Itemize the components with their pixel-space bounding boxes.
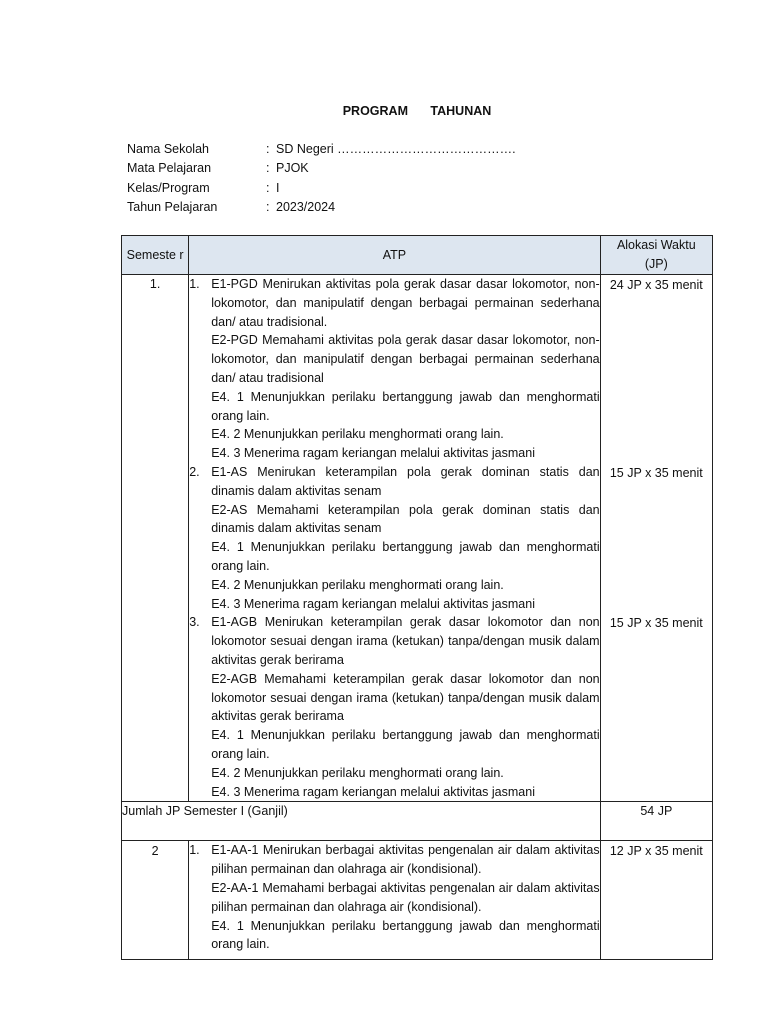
info-colon: : [266, 161, 270, 176]
atp-text: E2-PGD Memahami aktivitas pola gerak dasar dasar lokomotor, non-lokomotor, dan manipulatif dengan berbagai permainan sederhana dan/ atau tradisional [211, 333, 600, 385]
info-colon: : [266, 142, 270, 156]
atp-text: E4. 3 Menerima ragam keriangan melalui aktivitas jasmani [211, 784, 535, 799]
atp-text: E4. 2 Menunjukkan perilaku menghormati orang lain. [211, 577, 504, 592]
info-value: I [276, 180, 280, 195]
semester-number: 1. [122, 275, 189, 802]
info-label: Tahun Pelajaran [127, 199, 218, 214]
info-colon: : [266, 199, 270, 214]
summary-jp: 54 JP [600, 802, 712, 841]
atp-cell [189, 275, 600, 802]
info-row-class [127, 179, 516, 198]
info-row-subject [127, 159, 516, 178]
table-header-row [122, 236, 713, 275]
header-semester: Semeste r [122, 236, 189, 275]
semester-1-row [122, 275, 713, 802]
atp-text: E4. 1 Menunjukkan perilaku bertanggung jawab dan menghormati orang lain. [211, 728, 600, 761]
atp-text: E2-AS Memahami keterampilan pola gerak dominan statis dan dinamis dalam aktivitas senam [211, 502, 600, 536]
header-alokasi: Alokasi Waktu (JP) [600, 236, 712, 275]
item-number: 2. [189, 464, 200, 479]
item-number: 1. [189, 843, 200, 858]
jp-value: 15 JP x 35 menit [609, 616, 703, 630]
atp-text: E4. 3 Menerima ragam keriangan melalui aktivitas jasmani [211, 446, 535, 461]
atp-item [189, 275, 599, 463]
info-value: PJOK [276, 161, 309, 176]
atp-text: E1-AGB Menirukan keterampilan gerak dasar lokomotor dan non lokomotor sesuai dengan irama (ketukan) tanpa/dengan musik dalam aktivitas gerak berirama [211, 615, 600, 667]
atp-table [121, 235, 713, 960]
page-title: PROGRAM TAHUNAN [342, 104, 492, 118]
jp-value: 24 JP x 35 menit [609, 278, 703, 292]
atp-text: E2-AA-1 Memahami berbagai aktivitas pengenalan air dalam aktivitas pilihan permainan dan olahraga air (kondisional). [211, 880, 600, 914]
info-label: Kelas/Program [127, 180, 210, 195]
jp-cell [600, 841, 712, 960]
semester-1-summary-row [122, 802, 713, 841]
document-info [127, 140, 516, 217]
info-colon: : [266, 180, 270, 195]
atp-text: E1-AS Menirukan keterampilan pola gerak dominan statis dan dinamis dalam aktivitas senam [211, 464, 600, 498]
atp-text: E4. 1 Menunjukkan perilaku bertanggung jawab dan menghormati orang lain. [211, 389, 600, 423]
atp-text: E4. 1 Menunjukkan perilaku bertanggung jawab dan menghormati orang lain. [211, 918, 600, 952]
info-label: Nama Sekolah [127, 142, 209, 156]
info-row-school [127, 140, 516, 159]
atp-text: E4. 2 Menunjukkan perilaku menghormati orang lain. [211, 765, 504, 780]
atp-text: E4. 3 Menerima ragam keriangan melalui aktivitas jasmani [211, 596, 535, 611]
header-atp: ATP [189, 236, 600, 275]
atp-item [189, 613, 599, 801]
jp-value: 15 JP x 35 menit [609, 466, 703, 480]
atp-text: E2-AGB Memahami keterampilan gerak dasar lokomotor dan non lokomotor sesuai dengan irama (ketukan) tanpa/dengan musik dalam aktivitas gerak berirama [211, 671, 600, 724]
atp-cell [189, 841, 600, 960]
semester-number: 2 [122, 841, 189, 960]
info-row-year [127, 198, 516, 217]
atp-text: E1-AA-1 Menirukan berbagai aktivitas pengenalan air dalam aktivitas pilihan permainan dan olahraga air (kondisional). [211, 843, 600, 877]
jp-value: 12 JP x 35 menit [609, 844, 703, 859]
atp-item [189, 463, 599, 613]
item-number: 3. [189, 615, 200, 630]
jp-cell [600, 275, 712, 802]
info-label: Mata Pelajaran [127, 161, 212, 176]
atp-text: E4. 1 Menunjukkan perilaku bertanggung jawab dan menghormati orang lain. [211, 540, 600, 573]
item-number: 1. [189, 277, 200, 291]
atp-text: E4. 2 Menunjukkan perilaku menghormati orang lain. [211, 427, 504, 442]
atp-item [189, 841, 599, 954]
info-value: 2023/2024 [276, 199, 336, 214]
summary-label: Jumlah JP Semester I (Ganjil) [122, 802, 601, 841]
semester-2-row [122, 841, 713, 960]
info-value: SD Negeri ……………………………………. [276, 142, 516, 156]
atp-text: E1-PGD Menirukan aktivitas pola gerak dasar dasar lokomotor, non-lokomotor, dan manipulatif dengan berbagai permainan sederhana dan/ atau tradisional. [211, 277, 600, 329]
